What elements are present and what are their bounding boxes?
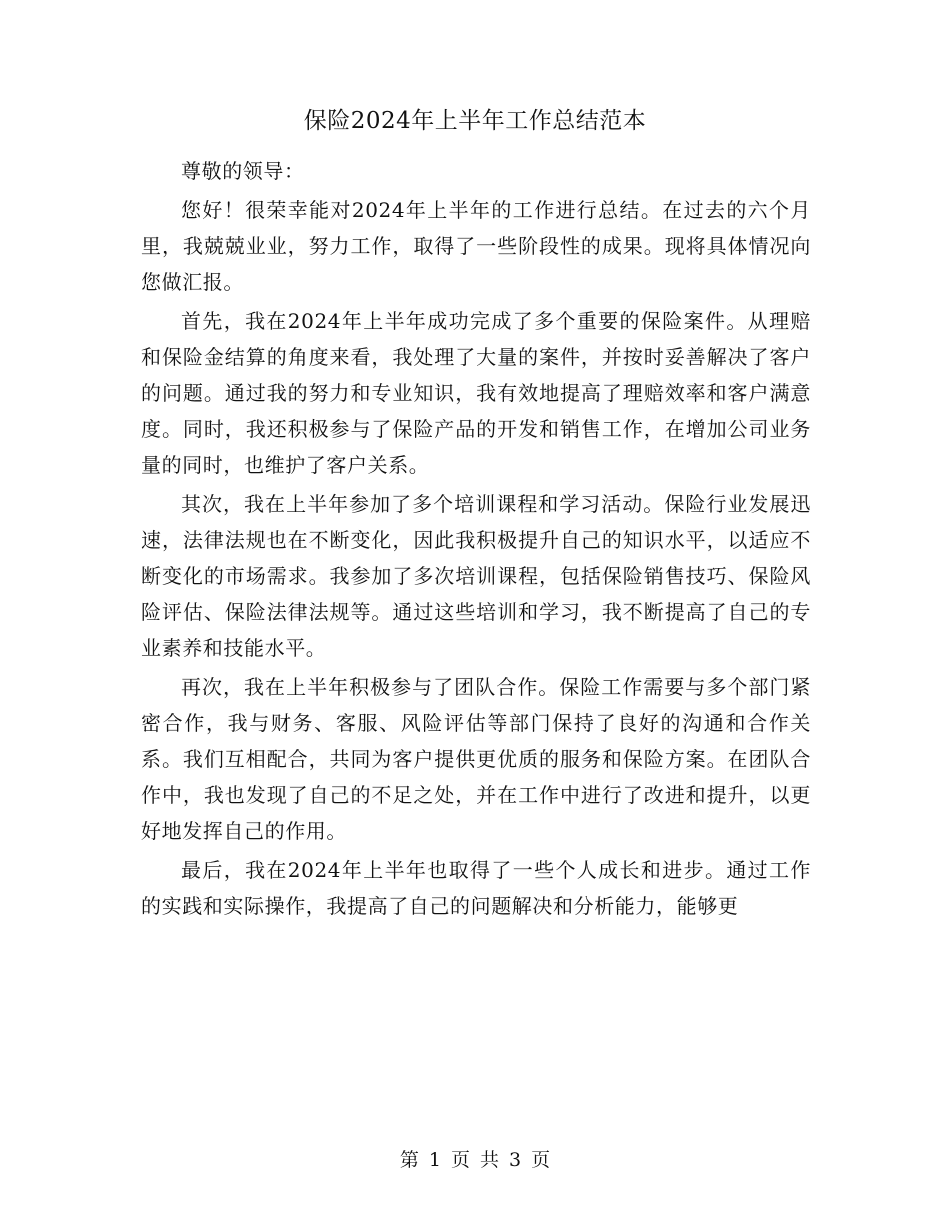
salutation: 尊敬的领导： (181, 159, 305, 183)
document-body (141, 153, 811, 927)
paragraph-second: 其次，我在上半年参加了多个培训课程和学习活动。保险行业发展迅速，法律法规也在不断变化，因此我积极提升自己的知识水平，以适应不断变化的市场需求。我参加了多次培训课程，包括保险销售技巧、保险风险评估、保险法律法规等。通过这些培训和学习，我不断提高了自己的专业素养和技能水平。 (141, 492, 811, 660)
paragraph-greeting: 您好！很荣幸能对2024年上半年的工作进行总结。在过去的六个月里，我兢兢业业，努力工作，取得了一些阶段性的成果。现将具体情况向您做汇报。 (141, 198, 811, 294)
paragraph-third: 再次，我在上半年积极参与了团队合作。保险工作需要与多个部门紧密合作，我与财务、客服、风险评估等部门保持了良好的沟通和合作关系。我们互相配合，共同为客户提供更优质的服务和保险方案。在团队合作中，我也发现了自己的不足之处，并在工作中进行了改进和提升，以更好地发挥自己的作用。 (141, 675, 811, 843)
paragraph-last: 最后，我在2024年上半年也取得了一些个人成长和进步。通过工作的实践和实际操作，我提高了自己的问题解决和分析能力，能够更 (141, 858, 811, 918)
document-title: 保险2024年上半年工作总结范本 (303, 108, 647, 134)
page-number-footer: 第 1 页 共 3 页 (399, 1149, 551, 1171)
paragraph-first: 首先，我在2024年上半年成功完成了多个重要的保险案件。从理赔和保险金结算的角度来看，我处理了大量的案件，并按时妥善解决了客户的问题。通过我的努力和专业知识，我有效地提高了理赔效率和客户满意度。同时，我还积极参与了保险产品的开发和销售工作，在增加公司业务量的同时，也维护了客户关系。 (141, 309, 811, 477)
